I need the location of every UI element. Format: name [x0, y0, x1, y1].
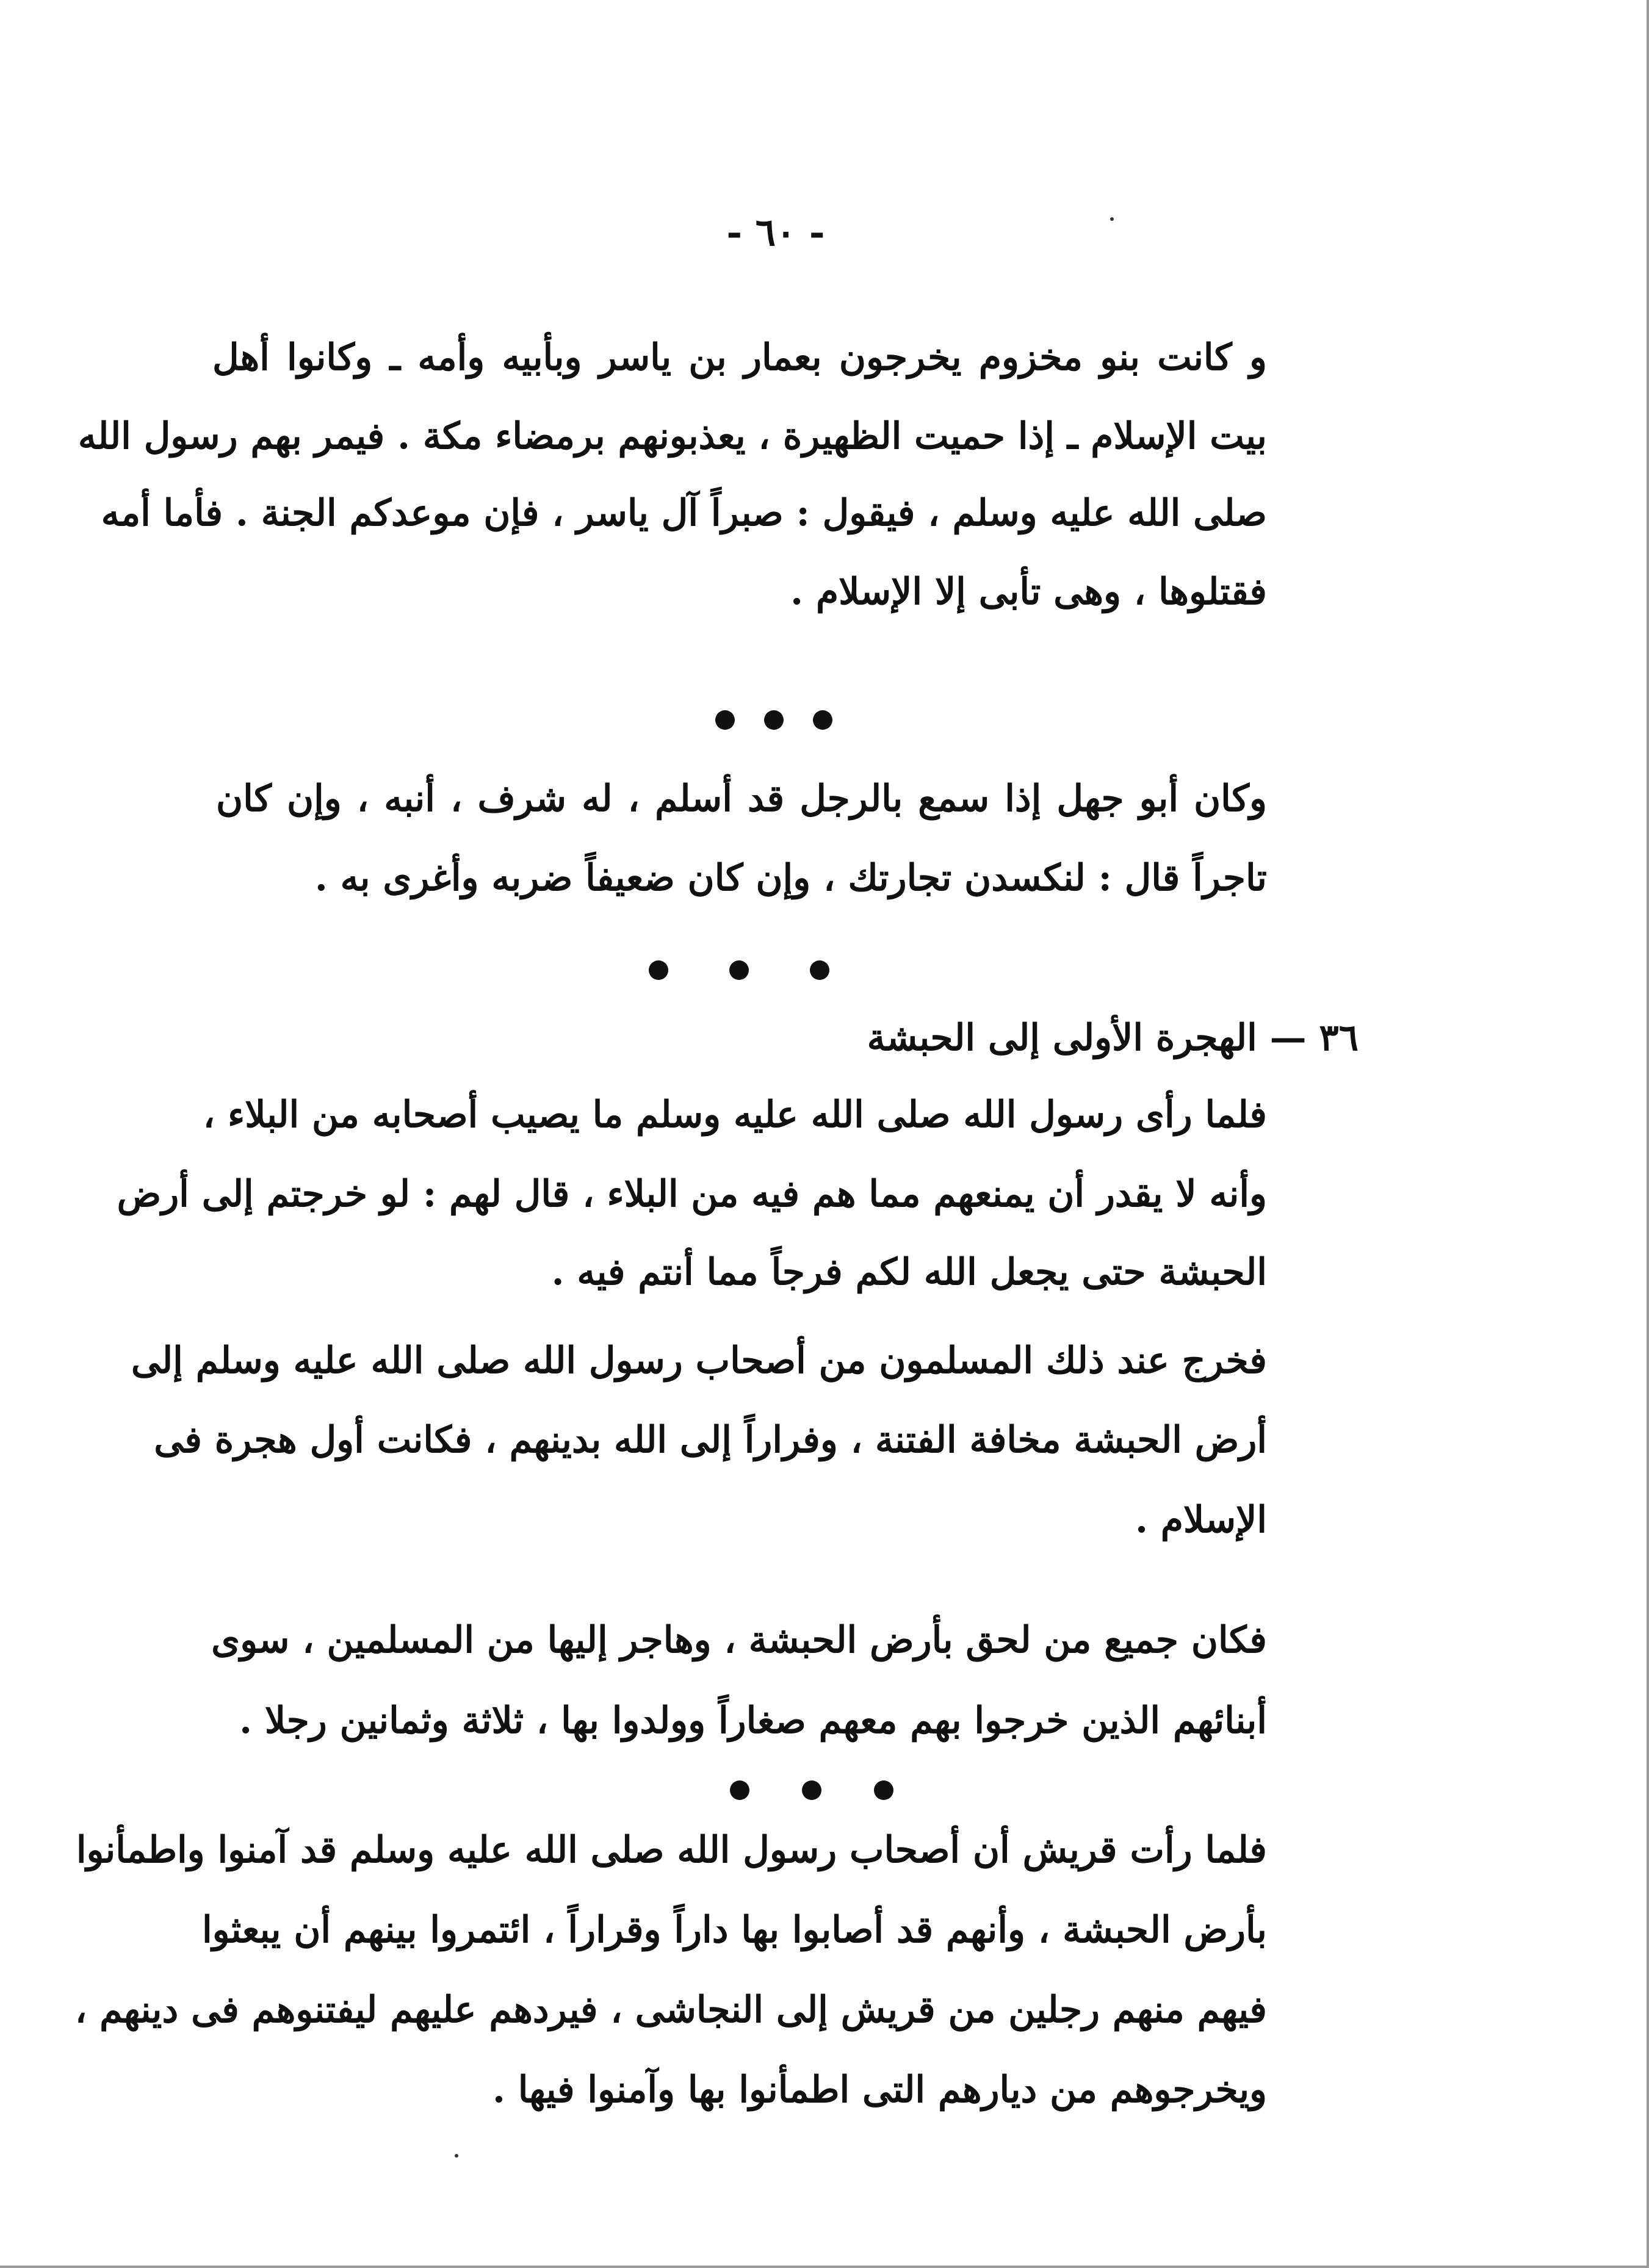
separator-star — [715, 710, 735, 730]
paragraph-4-line-2: أرض الحبشة مخافة الفتنة ، وفراراً إلى الله بدينهم ، فكانت أول هجرة فى — [154, 1419, 1267, 1461]
scan-edge-right — [1647, 0, 1649, 2268]
paragraph-4-line-1: فخرج عند ذلك المسلمون من أصحاب رسول الله صلى الله عليه وسلم إلى — [131, 1339, 1267, 1382]
paragraph-2-line-2: تاجراً قال : لنكسدن تجارتك ، وإن كان ضعيفاً ضربه وأغرى به . — [314, 857, 1267, 899]
section-separator-2 — [649, 960, 832, 985]
paragraph-5-line-2: أبنائهم الذين خرجوا بهم معهم صغاراً وولدوا بها ، ثلاثة وثمانين رجلا . — [239, 1699, 1267, 1742]
separator-star — [649, 960, 668, 980]
separator-star — [764, 710, 784, 730]
paragraph-3-line-1: فلما رأى رسول الله صلى الله عليه وسلم ما يصيب أصحابه من البلاء ، — [203, 1093, 1267, 1136]
separator-star — [813, 710, 832, 730]
paragraph-3-line-3: الحبشة حتى يجعل الله لكم فرجاً مما أنتم فيه . — [551, 1251, 1267, 1294]
paragraph-1-line-4: فقتلوها ، وهى تأبى إلا الإسلام . — [790, 571, 1267, 613]
paragraph-4-line-3: الإسلام . — [1135, 1499, 1267, 1541]
paragraph-5-line-1: فكان جميع من لحق بأرض الحبشة ، وهاجر إليها من المسلمين ، سوى — [211, 1619, 1267, 1661]
scan-edge-bottom — [0, 2266, 1649, 2268]
separator-star — [729, 960, 749, 980]
separator-star — [810, 960, 829, 980]
separator-star — [874, 1780, 893, 1800]
paragraph-6-line-4: ويخرجوهم من ديارهم التى اطمأنوا بها وآمنوا فيها . — [493, 2068, 1267, 2111]
section-heading: ٣٦ — الهجرة الأولى إلى الحبشة — [867, 1017, 1359, 1059]
paragraph-6-line-1: فلما رأت قريش أن أصحاب رسول الله صلى الله عليه وسلم قد آمنوا واطمأنوا — [76, 1829, 1267, 1871]
paragraph-2-line-1: وكان أبو جهل إذا سمع بالرجل قد أسلم ، له شرف ، أنبه ، وإن كان — [216, 777, 1268, 820]
paragraph-1-line-1: و كانت بنو مخزوم يخرجون بعمار بن ياسر وبأبيه وأمه ـ وكانوا أهل — [212, 336, 1267, 379]
paragraph-3-line-2: وأنه لا يقدر أن يمنعهم مما هم فيه من البلاء ، قال لهم : لو خرجتم إلى أرض — [117, 1173, 1267, 1215]
section-separator-1 — [715, 710, 835, 735]
paragraph-1-line-3: صلى الله عليه وسلم ، فيقول : صبراً آل ياسر ، فإن موعدكم الجنة . فأما أمه — [101, 492, 1267, 535]
paragraph-6-line-3: فيهم منهم رجلين من قريش إلى النجاشى ، فيردهم عليهم ليفتنوهم فى دينهم ، — [74, 1989, 1267, 2031]
paragraph-1-line-2: بيت الإسلام ـ إذا حميت الظهيرة ، يعذبونهم برمضاء مكة . فيمر بهم رسول الله — [78, 415, 1267, 458]
page-number: - ٦٠ - — [726, 210, 825, 254]
separator-star — [730, 1780, 749, 1800]
scan-speck — [1110, 217, 1114, 221]
paragraph-6-line-2: بأرض الحبشة ، وأنهم قد أصابوا بها داراً وقراراً ، ائتمروا بينهم أن يبعثوا — [201, 1909, 1267, 1951]
separator-star — [802, 1780, 821, 1800]
scan-speck — [455, 2154, 458, 2158]
section-separator-3 — [730, 1780, 895, 1805]
